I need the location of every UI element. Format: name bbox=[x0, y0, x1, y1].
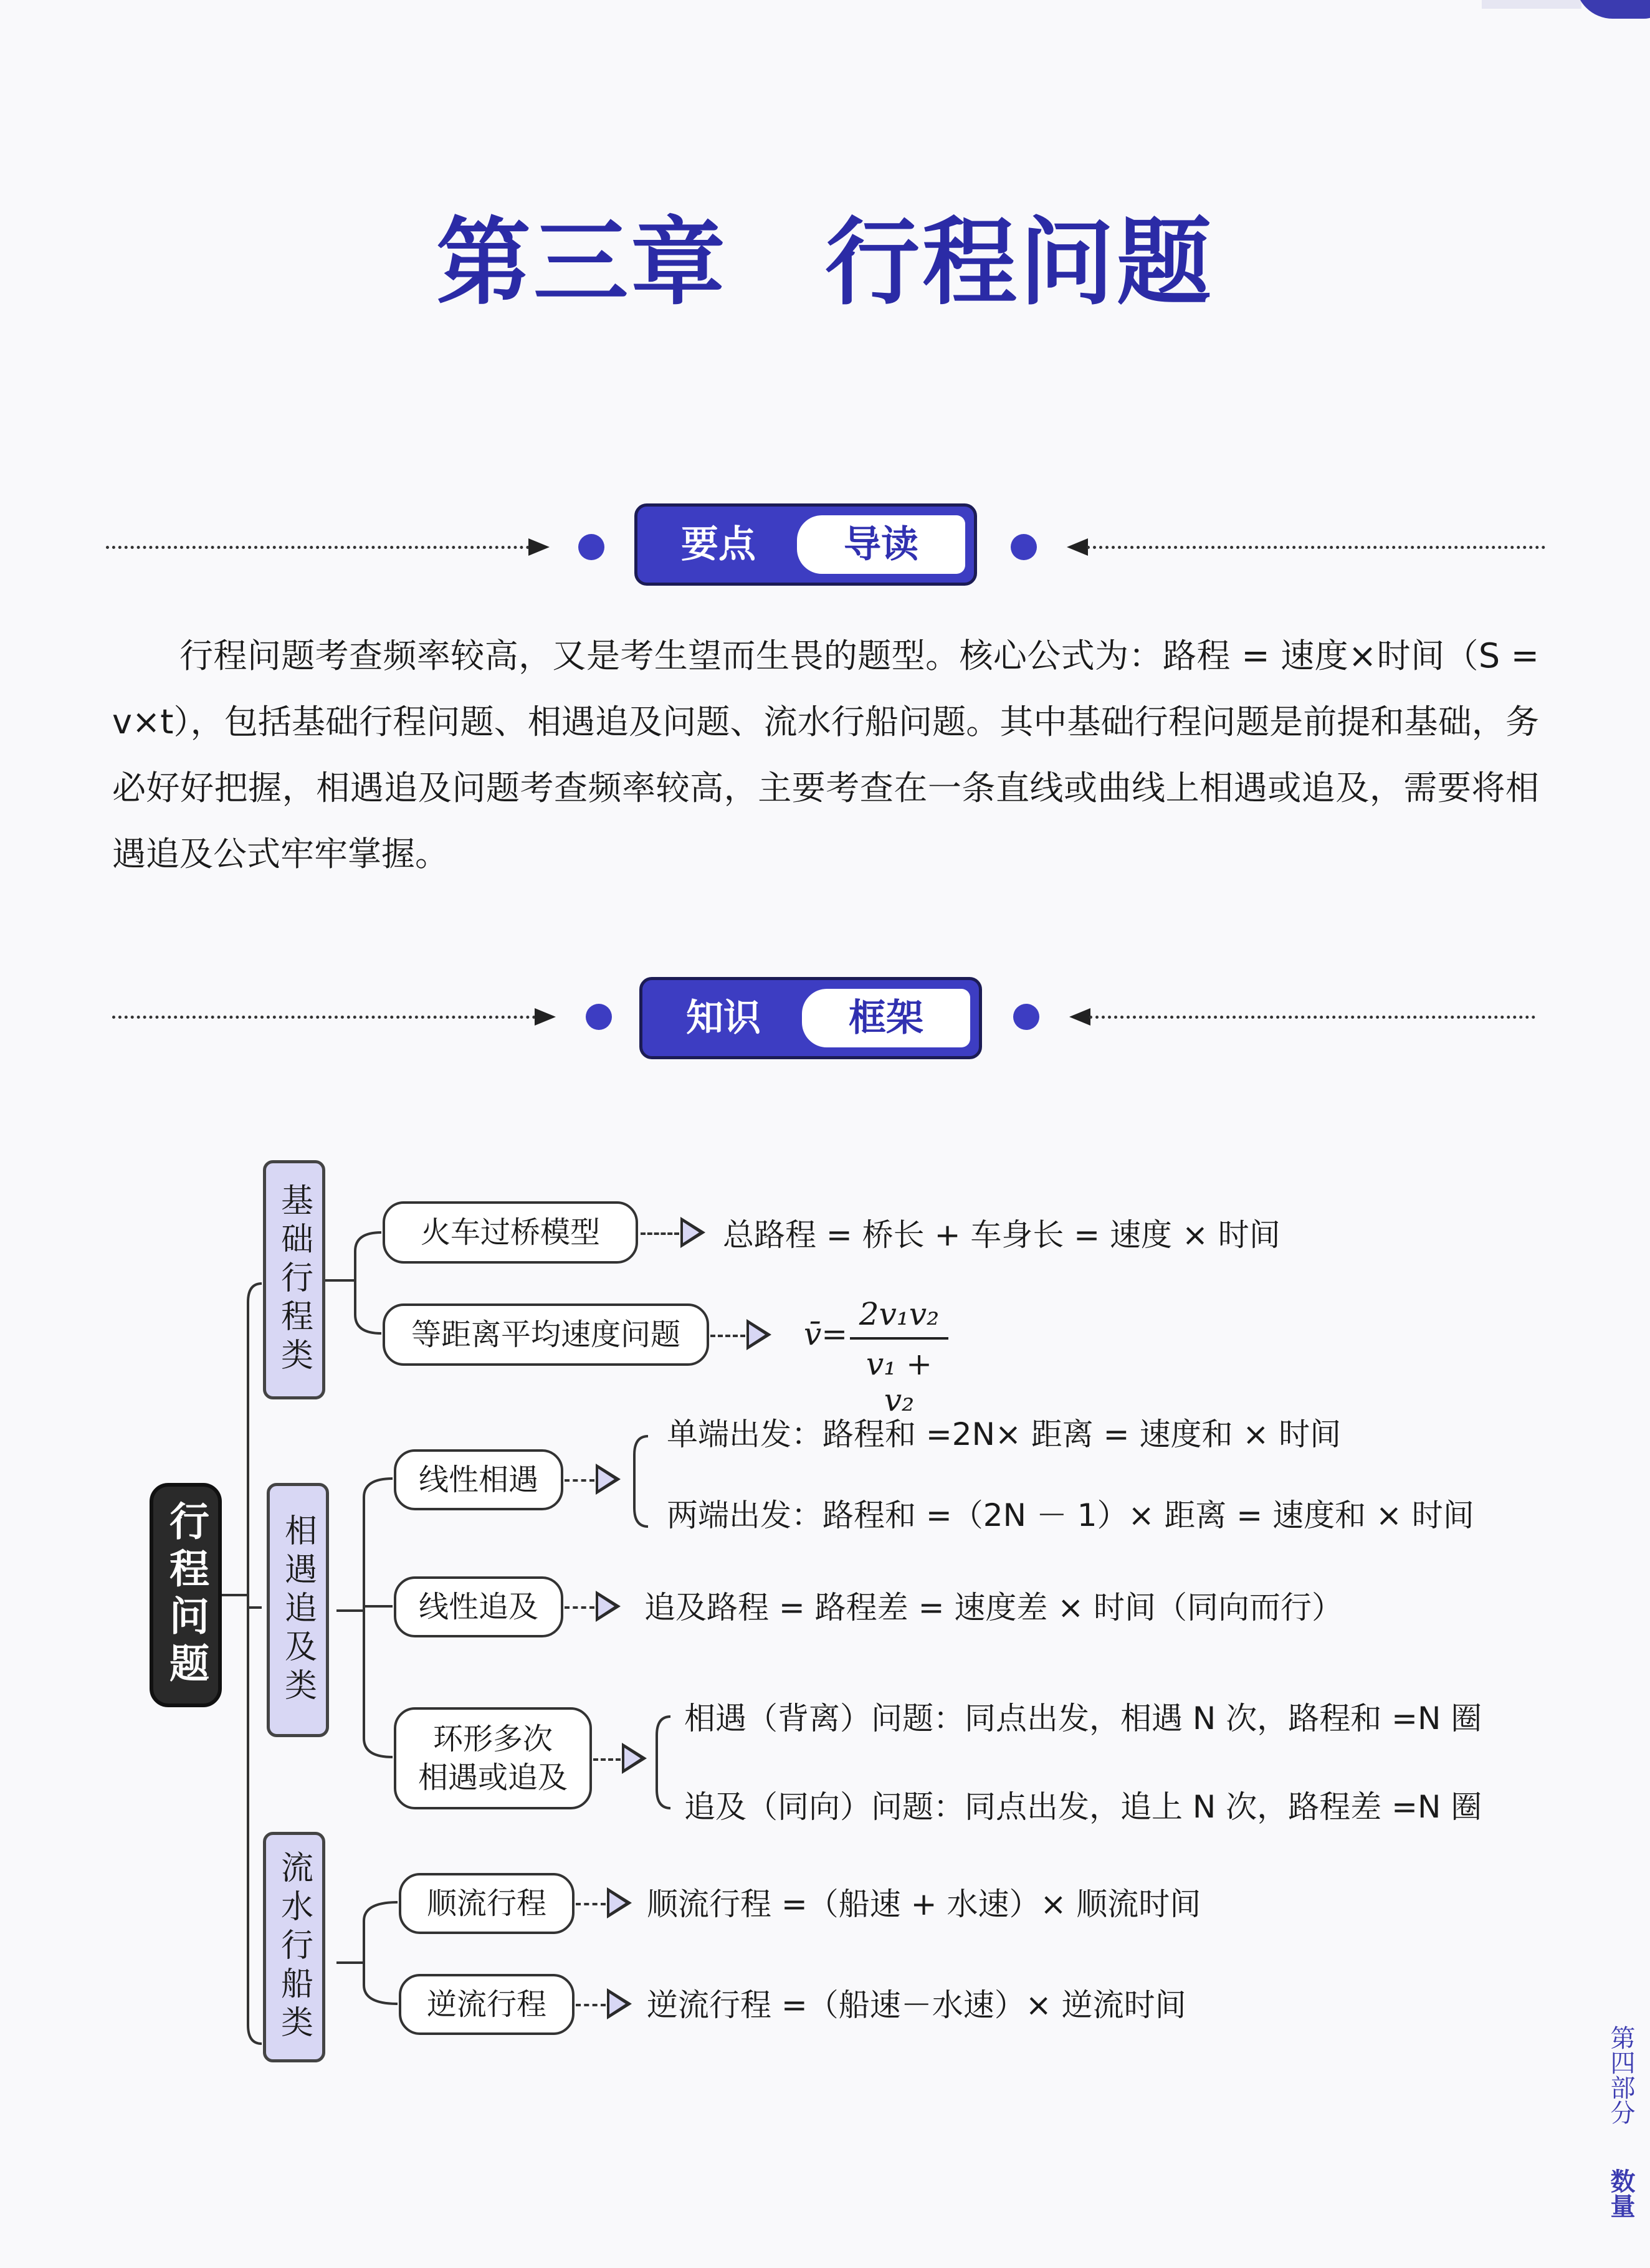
side-tab-subject: 数量 bbox=[1606, 2168, 1636, 2218]
dashed-connector bbox=[565, 1479, 594, 1482]
dashed-connector bbox=[576, 1903, 606, 1905]
fraction-bar bbox=[850, 1337, 948, 1340]
side-tab-part: 第四部分 bbox=[1606, 2025, 1635, 2125]
formula-upstream: 逆流行程 =（船速－水速）× 逆流时间 bbox=[647, 1987, 1186, 2023]
dashed-connector bbox=[641, 1232, 679, 1235]
node-downstream: 顺流行程 bbox=[399, 1873, 575, 1934]
play-arrow-icon bbox=[680, 1217, 705, 1248]
chapter-title: 第三章 行程问题 bbox=[436, 206, 1214, 318]
formula-avg-numerator: 2v₁v₂ bbox=[859, 1296, 940, 1332]
node-linear-chase: 线性追及 bbox=[394, 1576, 563, 1637]
banner-left-label: 知识 bbox=[686, 996, 761, 1040]
node-circular-line1: 环形多次 bbox=[432, 1722, 553, 1756]
formula-train-bridge: 总路程 = 桥长 + 车身长 = 速度 × 时间 bbox=[723, 1217, 1280, 1253]
formula-circular-chase: 追及（同向）问题：同点出发，追上 N 次，路程差 =N 圈 bbox=[684, 1789, 1482, 1825]
banner-right-label: 框架 bbox=[802, 989, 970, 1047]
dashed-connector bbox=[576, 2004, 606, 2006]
node-circular-line2: 相遇或追及 bbox=[417, 1760, 568, 1795]
banner-left-label: 要点 bbox=[681, 523, 756, 566]
play-arrow-icon bbox=[596, 1464, 621, 1495]
play-arrow-icon bbox=[596, 1591, 621, 1622]
dashed-connector bbox=[710, 1335, 745, 1337]
formula-circular-meet: 相遇（背离）问题：同点出发，相遇 N 次，路程和 =N 圈 bbox=[684, 1700, 1482, 1737]
group-boat-travel: 流水行船类 bbox=[263, 1832, 325, 2062]
node-average-speed: 等距离平均速度问题 bbox=[383, 1303, 709, 1366]
node-upstream: 逆流行程 bbox=[399, 1974, 575, 2035]
play-arrow-icon bbox=[622, 1743, 647, 1774]
play-arrow-icon bbox=[607, 1887, 632, 1918]
play-arrow-icon bbox=[746, 1319, 771, 1350]
mindmap-root: 行程问题 bbox=[150, 1483, 222, 1707]
node-linear-meet: 线性相遇 bbox=[394, 1449, 563, 1510]
formula-single-end: 单端出发：路程和 =2N× 距离 = 速度和 × 时间 bbox=[667, 1416, 1342, 1452]
formula-downstream: 顺流行程 =（船速 + 水速）× 顺流时间 bbox=[647, 1886, 1201, 1922]
group-meet-chase: 相遇追及类 bbox=[267, 1483, 329, 1737]
group-basic-travel: 基础行程类 bbox=[263, 1160, 325, 1399]
formula-linear-chase: 追及路程 = 路程差 = 速度差 × 时间（同向而行） bbox=[644, 1589, 1343, 1626]
node-train-bridge: 火车过桥模型 bbox=[383, 1201, 638, 1264]
dashed-connector bbox=[565, 1606, 594, 1609]
node-circular bbox=[394, 1707, 592, 1809]
play-arrow-icon bbox=[607, 1988, 632, 2019]
dashed-connector bbox=[593, 1758, 621, 1761]
formula-double-end: 两端出发：路程和 =（2N － 1）× 距离 = 速度和 × 时间 bbox=[667, 1497, 1474, 1533]
formula-avg-denominator: v₁ + v₂ bbox=[866, 1346, 933, 1418]
banner-right-label: 导读 bbox=[797, 515, 965, 574]
formula-avg-lhs: v̄= bbox=[804, 1316, 848, 1352]
intro-paragraph: 行程问题考查频率较高，又是考生望而生畏的题型。核心公式为：路程 = 速度×时间（S = v×t），包括基础行程问题、相遇追及问题、流水行船问题。其中基础行程问题是前提和基础，务必好好把握，相遇追及问题考查频率较高，主要考查在一条直线或曲线上相遇或追及，需要将相遇追及公式牢牢掌握。 bbox=[112, 636, 1539, 874]
